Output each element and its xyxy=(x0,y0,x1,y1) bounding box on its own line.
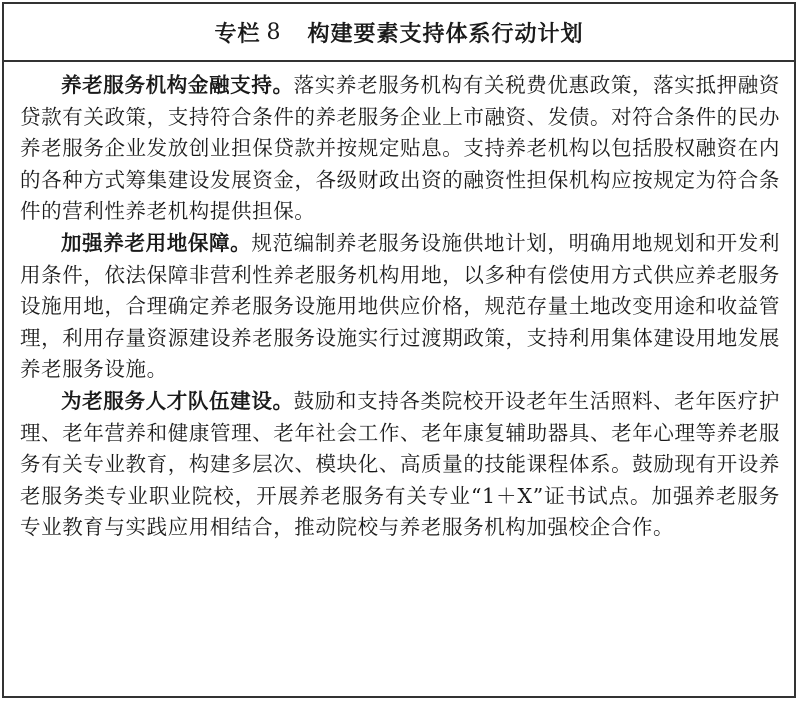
paragraph-text: 落实养老服务机构有关税费优惠政策，落实抵押融资贷款有关政策，支持符合条件的养老服务企业上市融资、发债。对符合条件的民办养老服务企业发放创业担保贷款并按规定贴息。支持养老机构以包括股权融资在内的各种方式筹集建设发展资金，各级财政出资的融资性担保机构应按规定为符合条件的营利性养老机构提供担保。 xyxy=(20,73,780,224)
column-content xyxy=(20,70,780,544)
column-number: 8 xyxy=(266,19,282,45)
paragraph-lead: 为老服务人才队伍建设。 xyxy=(61,388,294,413)
column-header xyxy=(4,4,794,62)
column-label: 专栏 xyxy=(214,21,261,47)
column-title: 构建要素支持体系行动计划 xyxy=(307,21,584,47)
paragraph-land xyxy=(20,228,780,386)
paragraph-talent xyxy=(20,386,780,544)
paragraph-lead: 养老服务机构金融支持。 xyxy=(61,73,294,97)
paragraph-text: 规范编制养老服务设施供地计划，明确用地规划和开发利用条件，依法保障非营利性养老服务机构用地，以多种有偿使用方式供应养老服务设施用地，合理确定养老服务设施用地供应价格，规范存量土地改变用途和收益管理，利用存量资源建设养老服务设施实行过渡期政策，支持利用集体建设用地发展养老服务设施。 xyxy=(20,230,781,382)
paragraph-lead: 加强养老用地保障。 xyxy=(61,230,252,255)
paragraph-finance xyxy=(20,70,780,228)
column-box xyxy=(2,2,796,698)
paragraph-text: 鼓励和支持各类院校开设老年生活照料、老年医疗护理、老年营养和健康管理、老年社会工作、老年康复辅助器具、老年心理等养老服务有关专业教育，构建多层次、模块化、高质量的技能课程体系。鼓励现有开设养老服务类专业职业院校，开展养老服务有关专业“1＋X”证书试点。加强养老服务专业教育与实践应用相结合，推动院校与养老服务机构加强校企合作。 xyxy=(20,388,780,540)
